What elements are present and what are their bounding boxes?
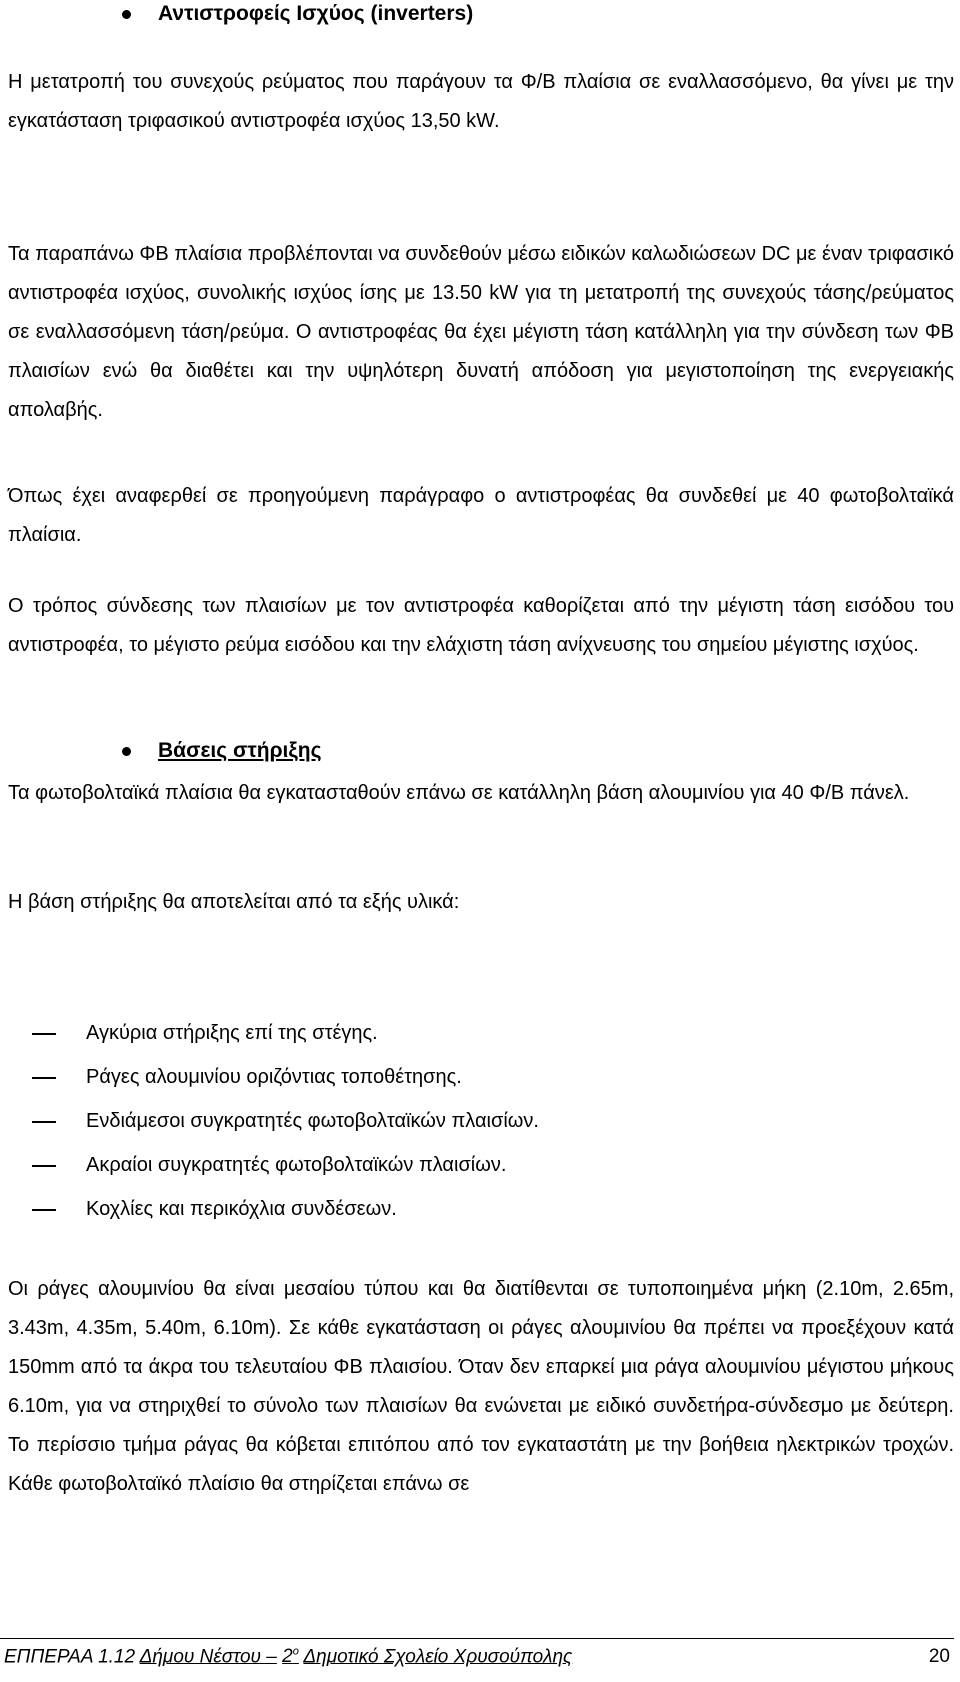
list-item: Κοχλίες και περικόχλια συνδέσεων. — [0, 1194, 960, 1224]
paragraph-inverter-conversion: Η μετατροπή του συνεχούς ρεύματος που παράγουν τα Φ/Β πλαίσια σε εναλλασσόμενο, θα γίνει με την εγκατάσταση τριφασικού αντιστροφέα ισχύος 13,50 kW. — [8, 71, 954, 132]
dash-icon — [32, 1077, 56, 1079]
paragraph-inverter-connection: Τα παραπάνω ΦΒ πλαίσια προβλέπονται να συνδεθούν μέσω ειδικών καλωδιώσεων DC με έναν τριφασικό αντιστροφέα ισχύος, συνολικής ισχύος ίσης με 13.50 kW για τη μετατροπή της συνεχούς τάσης/ρεύματος σε εναλλασσόμενη τάση/ρεύμα. Ο αντιστροφέας θα έχει μέγιστη τάση κατάλληλη για την σύνδεση των ΦΒ πλαισίων ενώ θα διαθέτει και την υψηλότερη δυνατή απόδοση για μεγιστοποίηση της ενεργειακής απολαβής. — [8, 243, 954, 421]
list-item: Ακραίοι συγκρατητές φωτοβολταϊκών πλαισίων. — [0, 1150, 960, 1180]
bullet-icon — [122, 10, 131, 19]
dash-icon — [32, 1209, 56, 1211]
paragraph-connection-method: Ο τρόπος σύνδεσης των πλαισίων με τον αντιστροφέα καθορίζεται από την μέγιστη τάση εισόδου του αντιστροφέα, το μέγιστο ρεύμα εισόδου και την ελάχιστη τάση ανίχνευσης του σημείου μέγιστης ισχύος. — [8, 595, 954, 656]
dash-icon — [32, 1121, 56, 1123]
footer-project-title: ΕΠΠΕΡΑΑ 1.12 Δήμου Νέστου – $2^o$ Δημοτικό Σχολείο Χρυσούπολης — [4, 1646, 573, 1668]
dash-icon — [32, 1033, 56, 1035]
page-number: 20 — [928, 1646, 950, 1667]
paragraph-mount-base: Τα φωτοβολταϊκά πλαίσια θα εγκατασταθούν επάνω σε κατάλληλη βάση αλουμινίου για 40 Φ/Β πάνελ. — [8, 782, 910, 804]
paragraph-materials-intro: Η βάση στήριξης θα αποτελείται από τα εξής υλικά: — [8, 891, 460, 913]
document-page: Αντιστροφείς Ισχύος (inverters) Η μετατροπή του συνεχούς ρεύματος που παράγουν τα Φ/Β πλαίσια σε εναλλασσόμενο, θα γίνει με την εγκατάσταση τριφασικού αντιστροφέα ισχύος 13,50 kW. Τα παραπάνω ΦΒ πλαίσια προβλέπονται να συνδεθούν μέσω ειδικών καλωδιώσεων DC με έναν τριφασικό αντιστροφέα ισχύος, συνολικής ισχύος ίσης με 13.50 kW για τη μετατροπή της συνεχούς τάσης/ρεύματος σε εναλλασσόμενη τάση/ρεύμα. Ο αντιστροφέας θα έχει μέγιστη τάση κατάλληλη για την σύνδεση των ΦΒ πλαισίων ενώ θα διαθέτει και την υψηλότερη δυνατή απόδοση για μεγιστοποίηση της ενεργειακής απολαβής. Όπως έχει αναφερθεί σε προηγούμενη παράγραφο ο αντιστροφέας θα συνδεθεί με 40 φωτοβολταϊκά πλαίσια. Ο τρόπος σύνδεσης των πλαισίων με τον αντιστροφέα καθορίζεται από την μέγιστη τάση εισόδου του αντιστροφέα, το μέγιστο ρεύμα εισόδου και την ελάχιστη τάση ανίχνευσης του σημείου μέγιστης ισχύος. Βάσεις στήριξης Τα φωτοβολταϊκά πλαίσια θα εγκατασταθούν επάνω σε κατάλληλη βάση αλουμινίου για 40 Φ/Β πάνελ. Η βάση στήριξης θα αποτελείται από τα εξής υλικά: Αγκύρια στήριξης επί της στέγης. Ράγες αλουμινίου οριζόντιας τοποθέτησης. Ενδιάμεσοι συγκρατητές φωτοβολταϊκών πλαισίων. Ακραίοι συγκρατητές φωτοβολταϊκών πλαισίων. Κοχλίες και περικόχλια συνδέσεων. Οι ράγες αλουμινίου θα είναι μεσαίου τύπου και θα διατίθενται σε τυποποιημένα μήκη (2.10m, 2.65m, 3.43m, 4.35m, 5.40m, 6.10m). Σε κάθε εγκατάσταση οι ράγες αλουμινίου θα πρέπει να προεξέχουν κατά 150mm από τα άκρα του τελευταίου ΦΒ πλαισίου. Όταν δεν επαρκεί μια ράγα αλουμινίου μέγιστου μήκους 6.10m, για να στηριχθεί το σύνολο των πλαισίων θα ενώνεται με ειδικό συνδετήρα-σύνδεσμο με δεύτερη. Το περίσσιο τμήμα ράγας θα κόβεται επιτόπου από τον εγκαταστάτη με την βοήθεια ηλεκτρικών τροχών. Κάθε φωτοβολταϊκό πλαίσιο θα στηρίζεται επάνω σε ΕΠΠΕΡΑΑ 1.12 Δήμου Νέστου – $2^o$ Δημοτικό Σχολείο Χρυσούπολης 20 — [0, 0, 960, 1682]
list-item: Αγκύρια στήριξης επί της στέγης. — [0, 1018, 960, 1048]
list-item: Ράγες αλουμινίου οριζόντιας τοποθέτησης. — [0, 1062, 960, 1092]
paragraph-panel-count: Όπως έχει αναφερθεί σε προηγούμενη παράγραφο ο αντιστροφέας θα συνδεθεί με 40 φωτοβολταϊκά πλαίσια. — [8, 485, 954, 546]
list-item: Ενδιάμεσοι συγκρατητές φωτοβολταϊκών πλαισίων. — [0, 1106, 960, 1136]
footer-divider — [0, 1638, 954, 1639]
bullet-icon — [122, 747, 131, 756]
paragraph-rail-specs: Οι ράγες αλουμινίου θα είναι μεσαίου τύπου και θα διατίθενται σε τυποποιημένα μήκη (2.10m, 2.65m, 3.43m, 4.35m, 5.40m, 6.10m). Σε κάθε εγκατάσταση οι ράγες αλουμινίου θα πρέπει να προεξέχουν κατά 150mm από τα άκρα του τελευταίου ΦΒ πλαισίου. Όταν δεν επαρκεί μια ράγα αλουμινίου μέγιστου μήκους 6.10m, για να στηριχθεί το σύνολο των πλαισίων θα ενώνεται με ειδικό συνδετήρα-σύνδεσμο με δεύτερη. Το περίσσιο τμήμα ράγας θα κόβεται επιτόπου από τον εγκαταστάτη με την βοήθεια ηλεκτρικών τροχών. Κάθε φωτοβολταϊκό πλαίσιο θα στηρίζεται επάνω σε — [8, 1278, 954, 1495]
dash-icon — [32, 1165, 56, 1167]
